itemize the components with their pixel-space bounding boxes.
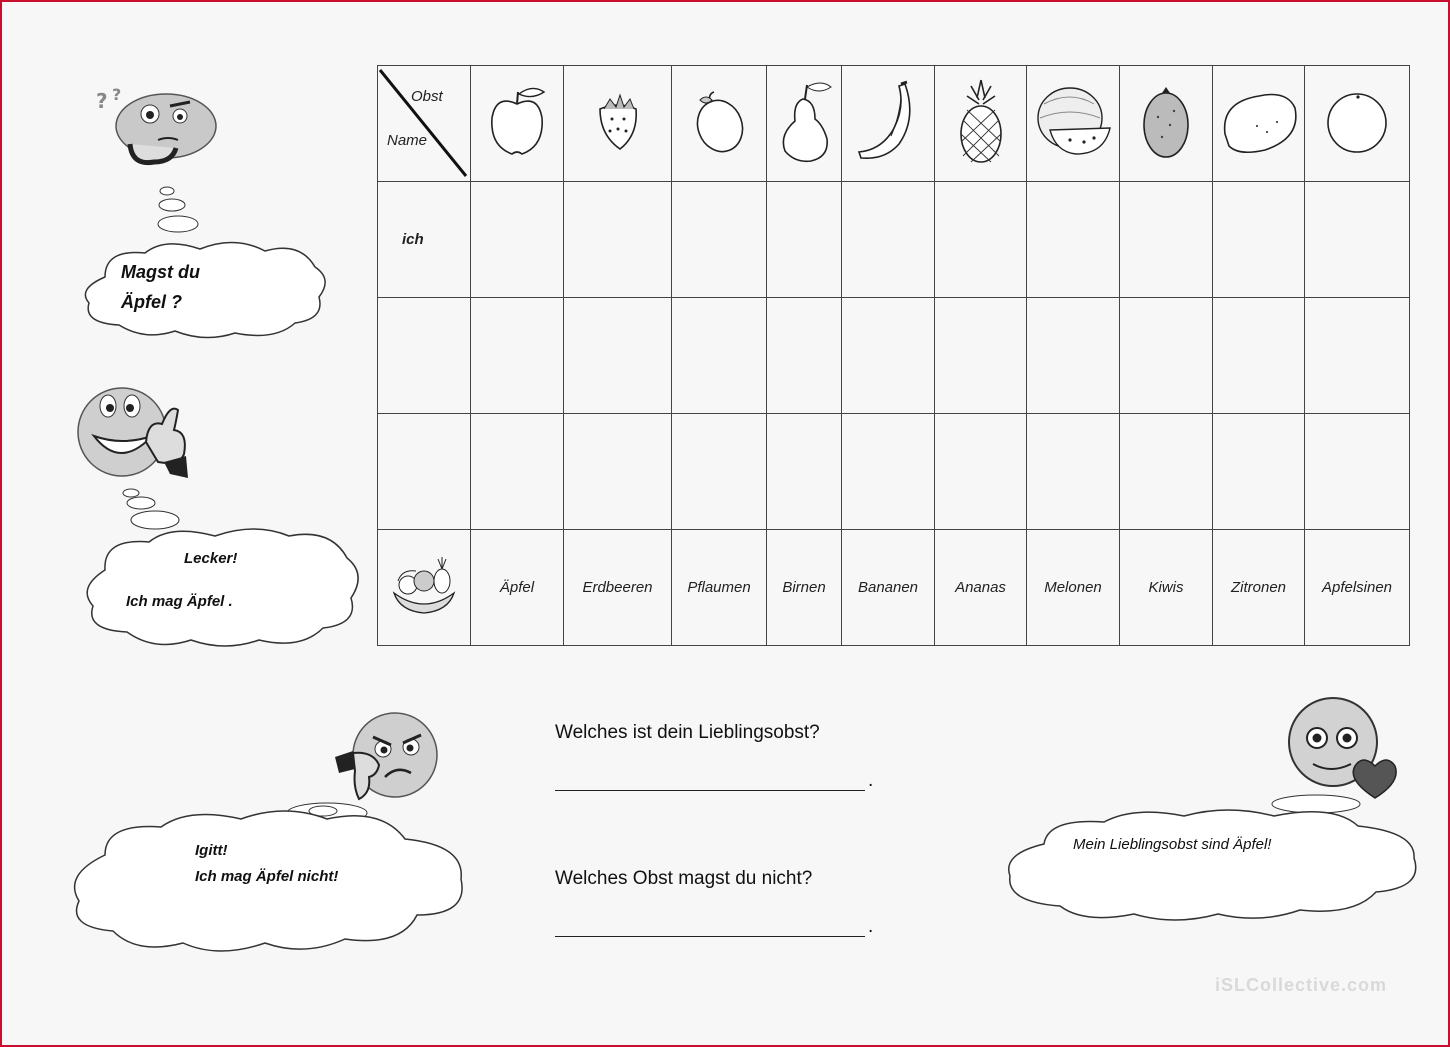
answer-cell[interactable] <box>1213 298 1305 414</box>
fruit-label: Kiwis <box>1120 530 1213 646</box>
fruit-label: Äpfel <box>471 530 564 646</box>
plum-icon <box>686 86 752 158</box>
thumbs-down-face-icon <box>327 707 442 807</box>
answer-cell[interactable] <box>935 414 1027 530</box>
pear-icon <box>773 79 835 165</box>
svg-text:?: ? <box>96 89 108 113</box>
fruit-image-cell <box>1120 66 1213 182</box>
apple-icon <box>482 82 552 162</box>
banana-icon <box>855 78 921 166</box>
diagonal-header-cell <box>378 66 471 182</box>
fruit-image-cell <box>1027 66 1120 182</box>
answer-cell[interactable] <box>767 182 842 298</box>
like-cloud <box>75 522 367 654</box>
answer-cell[interactable] <box>471 298 564 414</box>
answer-line-favorite[interactable] <box>555 790 865 791</box>
svg-text:?: ? <box>112 85 122 104</box>
answer-end-mark: . <box>868 770 874 791</box>
favorite-bubble-text: Mein Lieblingsobst sind Äpfel! <box>1073 836 1272 853</box>
like-bubble-line1: Lecker! <box>184 550 238 567</box>
answer-cell[interactable] <box>842 182 935 298</box>
question-cloud <box>75 237 330 342</box>
header-name-label: Name <box>387 132 428 149</box>
answer-line-dislike[interactable] <box>555 936 865 937</box>
row-name-cell[interactable] <box>378 298 471 414</box>
fruit-image-cell <box>1305 66 1410 182</box>
answer-cell[interactable] <box>1305 298 1410 414</box>
table-row <box>378 414 1410 530</box>
fruit-image-cell <box>1213 66 1305 182</box>
answer-cell[interactable] <box>471 414 564 530</box>
answer-cell[interactable] <box>935 298 1027 414</box>
answer-cell[interactable] <box>564 298 672 414</box>
kiwi-icon <box>1138 81 1194 163</box>
answer-cell[interactable] <box>564 182 672 298</box>
thinking-face-icon <box>92 84 227 174</box>
heart-smiley-icon <box>1285 694 1405 804</box>
answer-cell[interactable] <box>935 182 1027 298</box>
fruit-label: Zitronen <box>1213 530 1305 646</box>
fruit-label: Bananen <box>842 530 935 646</box>
answer-cell[interactable] <box>1213 182 1305 298</box>
fruit-image-cell <box>767 66 842 182</box>
favorite-cloud <box>1004 792 1429 927</box>
row-name-cell[interactable] <box>378 414 471 530</box>
fruit-image-cell <box>842 66 935 182</box>
fruit-label: Apfelsinen <box>1305 530 1410 646</box>
lemon-icon <box>1217 86 1301 158</box>
answer-cell[interactable] <box>1027 414 1120 530</box>
question-bubble-line1: Magst du <box>121 262 200 282</box>
fruit-basket-cell <box>378 530 471 646</box>
pineapple-icon <box>953 76 1009 168</box>
strawberry-icon <box>588 87 648 157</box>
header-obst-label: Obst <box>411 88 443 105</box>
thumbs-up-face-icon <box>74 380 194 485</box>
diagonal-line <box>378 66 471 181</box>
like-bubble-line2: Ich mag Äpfel . <box>126 593 233 610</box>
dislike-bubble-line2: Ich mag Äpfel nicht! <box>195 868 339 885</box>
watermelon-icon <box>1030 82 1116 162</box>
answer-cell[interactable] <box>1027 182 1120 298</box>
header-row <box>378 66 1410 182</box>
answer-cell[interactable] <box>842 414 935 530</box>
answer-cell[interactable] <box>767 298 842 414</box>
table-row <box>378 298 1410 414</box>
watermark: iSLCollective.com <box>1215 975 1388 995</box>
fruit-image-cell <box>471 66 564 182</box>
answer-cell[interactable] <box>1120 298 1213 414</box>
answer-cell[interactable] <box>672 414 767 530</box>
answer-cell[interactable] <box>672 182 767 298</box>
answer-end-mark: . <box>868 916 874 937</box>
answer-cell[interactable] <box>1305 414 1410 530</box>
fruit-image-cell <box>564 66 672 182</box>
label-row <box>378 530 1410 646</box>
fruit-label: Ananas <box>935 530 1027 646</box>
fruit-image-cell <box>935 66 1027 182</box>
answer-cell[interactable] <box>1120 182 1213 298</box>
answer-cell[interactable] <box>767 414 842 530</box>
answer-cell[interactable] <box>471 182 564 298</box>
fruit-label: Birnen <box>767 530 842 646</box>
answer-cell[interactable] <box>1027 298 1120 414</box>
fruit-label: Pflaumen <box>672 530 767 646</box>
orange-icon <box>1322 89 1392 155</box>
answer-cell[interactable] <box>1213 414 1305 530</box>
table-row <box>378 182 1410 298</box>
fruit-label: Melonen <box>1027 530 1120 646</box>
fruit-image-cell <box>672 66 767 182</box>
dislike-bubble-line1: Igitt! <box>195 842 228 859</box>
thought-dots-icon <box>152 184 212 239</box>
answer-cell[interactable] <box>672 298 767 414</box>
question-bubble-line2: Äpfel ? <box>121 292 182 312</box>
answer-cell[interactable] <box>842 298 935 414</box>
question-dislike: Welches Obst magst du nicht? <box>555 868 813 889</box>
fruit-label: Erdbeeren <box>564 530 672 646</box>
fruit-survey-table <box>377 65 1410 646</box>
row-name-ich: ich <box>378 182 471 298</box>
fruit-basket-icon <box>388 555 460 617</box>
question-favorite: Welches ist dein Lieblingsobst? <box>555 722 820 743</box>
answer-cell[interactable] <box>1305 182 1410 298</box>
answer-cell[interactable] <box>1120 414 1213 530</box>
answer-cell[interactable] <box>564 414 672 530</box>
